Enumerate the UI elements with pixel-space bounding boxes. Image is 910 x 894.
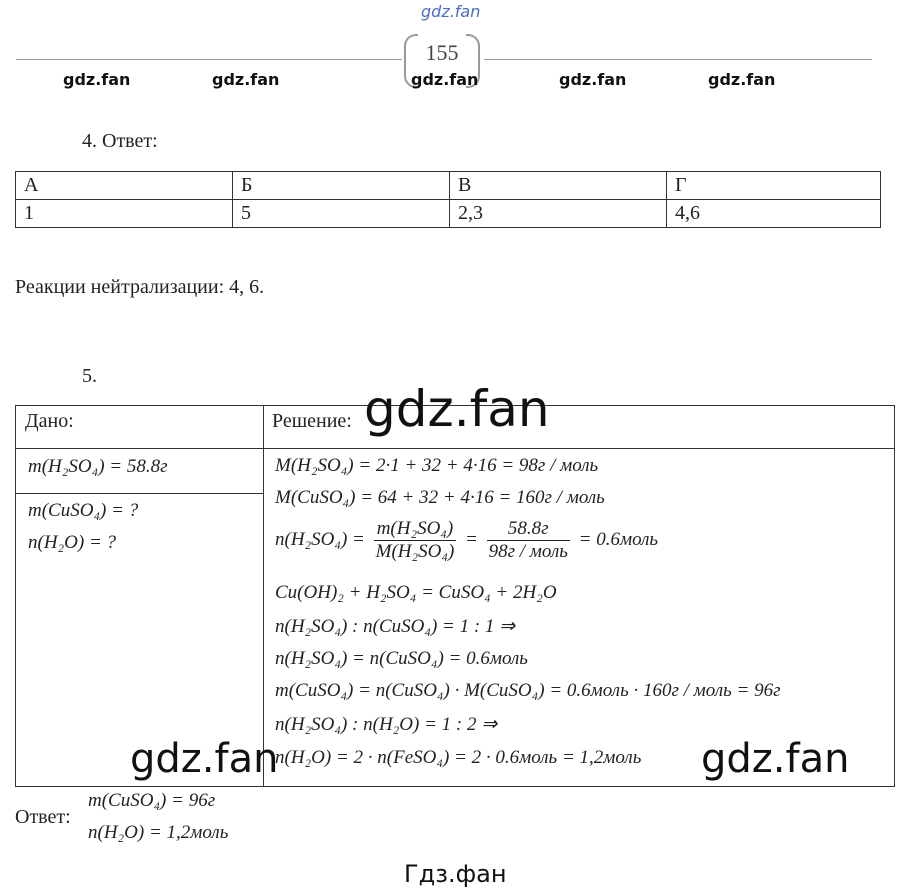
table-cell: А — [16, 172, 233, 200]
watermark: gdz.fan — [411, 70, 479, 89]
watermark-large: gdz.fan — [130, 736, 279, 782]
neutralization-text: Реакции нейтрализации: 4, 6. — [15, 276, 265, 298]
answer-table — [15, 171, 881, 228]
task4-heading: 4. Ответ: — [82, 130, 158, 152]
fraction-equation — [275, 518, 658, 563]
watermark: gdz.fan — [559, 70, 627, 89]
watermark-large: gdz.fan — [364, 380, 550, 438]
equation-lhs: n(H₂SO₄) = — [275, 528, 365, 550]
fraction-denominator: M(H₂SO₄) — [375, 541, 455, 562]
solution-line: M(H₂SO₄) = 2·1 + 32 + 4·16 = 98г / моль — [275, 455, 599, 476]
table-cell: 4,6 — [667, 200, 881, 228]
page-number: 155 — [425, 40, 459, 65]
equation-rhs: = 0.6моль — [578, 528, 659, 550]
solution-line: m(CuSO₄) = n(CuSO₄) · M(CuSO₄) = 0.6моль · 160г / моль = 96г — [275, 680, 781, 701]
watermark: gdz.fan — [212, 70, 280, 89]
header-rule-right — [484, 59, 872, 60]
find-value: n(H₂O) = ? — [28, 532, 117, 553]
table-header-row — [16, 172, 881, 200]
table-cell: 5 — [233, 200, 450, 228]
answer-line: m(CuSO₄) = 96г — [88, 790, 216, 811]
table-cell: Б — [233, 172, 450, 200]
solution-line: M(CuSO₄) = 64 + 32 + 4·16 = 160г / моль — [275, 487, 605, 508]
fraction — [374, 518, 457, 563]
header-rule-left — [16, 59, 402, 60]
table-cell: Г — [667, 172, 881, 200]
given-value: m(H₂SO₄) = 58.8г — [28, 456, 168, 477]
table-row — [16, 200, 881, 228]
solution-label: Решение: — [272, 410, 352, 432]
answer-label: Ответ: — [15, 806, 71, 828]
fraction — [487, 518, 570, 563]
given-divider — [15, 493, 264, 494]
equals-sign: = — [465, 528, 478, 550]
fraction-numerator: m(H₂SO₄) — [374, 518, 457, 541]
solution-line: Cu(OH)₂ + H₂SO₄ = CuSO₄ + 2H₂O — [275, 582, 557, 603]
fraction-numerator: 58.8г — [487, 518, 570, 541]
watermark: gdz.fan — [63, 70, 131, 89]
fraction-denominator: 98г / моль — [488, 541, 568, 562]
task5-heading: 5. — [82, 365, 97, 387]
solution-line: n(H₂SO₄) = n(CuSO₄) = 0.6моль — [275, 648, 528, 669]
table-cell: В — [450, 172, 667, 200]
header-divider — [15, 448, 894, 449]
top-watermark: gdz.fan — [421, 2, 481, 21]
watermark: gdz.fan — [708, 70, 776, 89]
table-cell: 1 — [16, 200, 233, 228]
table-cell: 2,3 — [450, 200, 667, 228]
find-value: m(CuSO₄) = ? — [28, 500, 139, 521]
solution-line: n(H₂O) = 2 · n(FeSO₄) = 2 · 0.6моль = 1,2моль — [275, 747, 642, 768]
column-divider — [263, 405, 264, 786]
given-label: Дано: — [25, 410, 74, 432]
footer-text: Гдз.фан — [404, 860, 507, 888]
solution-line: n(H₂SO₄) : n(CuSO₄) = 1 : 1 ⇒ — [275, 616, 516, 637]
solution-line: n(H₂SO₄) : n(H₂O) = 1 : 2 ⇒ — [275, 714, 498, 735]
answer-line: n(H₂O) = 1,2моль — [88, 822, 229, 843]
watermark-large: gdz.fan — [701, 736, 850, 782]
